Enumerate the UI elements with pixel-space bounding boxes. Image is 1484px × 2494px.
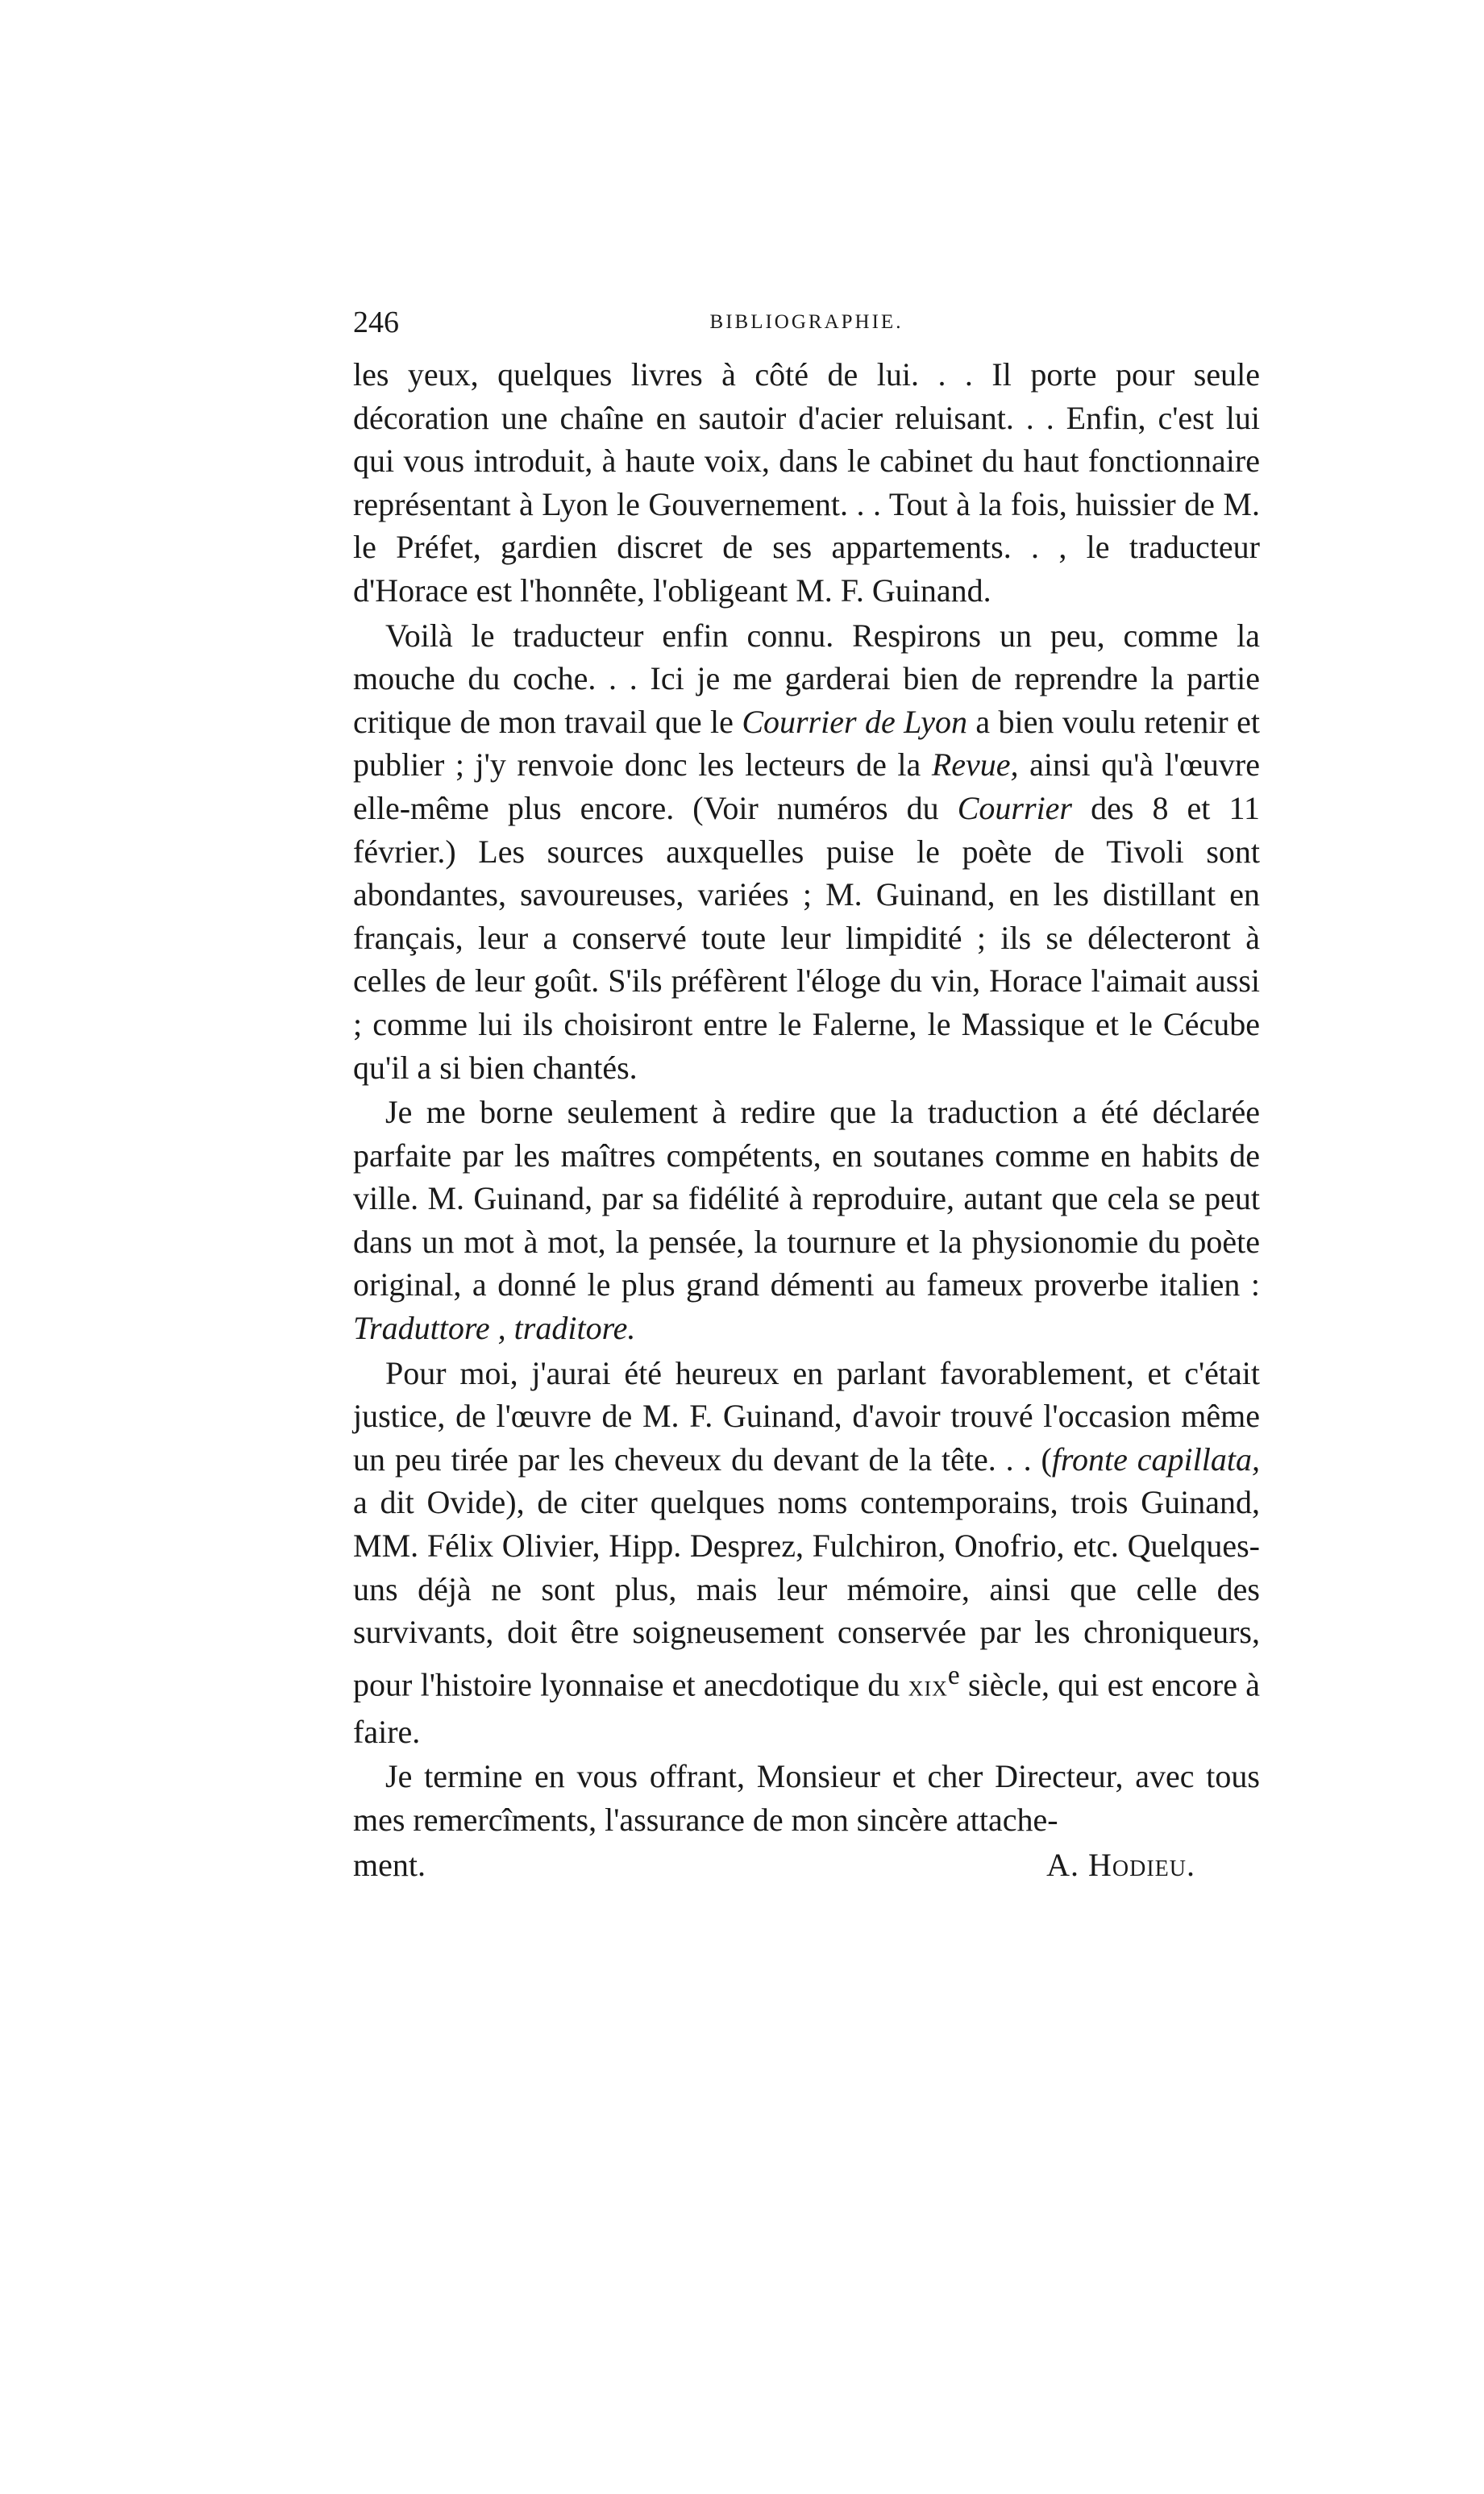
italic-title: Courrier de Lyon [742, 703, 967, 740]
page-header [353, 305, 1260, 353]
paragraph-text: a bien voulu retenir et publier ; j'y renvoie donc les lecteurs de la [353, 703, 1260, 784]
italic-proverb: Traduttore , traditore. [353, 1310, 636, 1347]
body-text [353, 353, 1260, 1886]
paragraph-2 [353, 614, 1260, 1090]
paragraph-text: Je termine en vous offrant, Monsieur et cher Directeur, avec tous mes remercîments, l'assurance de mon sincère attache- [353, 1758, 1260, 1838]
paragraph-text: ainsi qu'à l'œuvre elle-même plus encore. (Voir numéros du [353, 746, 1260, 826]
italic-title: Revue, [931, 746, 1019, 784]
running-head: BIBLIOGRAPHIE. [709, 311, 904, 333]
closing-word: ment. [353, 1846, 426, 1883]
paragraph-text: siècle, qui est encore à faire. [353, 1666, 1261, 1750]
page-number: 246 [353, 306, 399, 339]
paragraph-text: a dit Ovide), de citer quelques noms contemporains, trois Guinand, MM. Félix Olivier, Hipp. Desprez, Fulchiron, Onofrio, etc. Quelques-uns déjà ne sont plus, mais leur mémoire, ainsi que celle des survivants, doit être soigneusement conservée par les chroniqueurs, pour l'histoire lyonnaise et anecdotique du [353, 1484, 1260, 1703]
paragraph-text: Pour moi, j'aurai été heureux en parlant favorablement, et c'était justice, de l'œuvre de M. F. Guinand, d'avoir trouvé l'occasion même un peu tirée par les cheveux du devant de la tête. . . ( [353, 1354, 1260, 1478]
paragraph-4 [353, 1352, 1260, 1754]
paragraph-text: des 8 et 11 février.) Les sources auxquelles puise le poète de Tivoli sont abondantes, savoureuses, variées ; M. Guinand, en les distillant en français, leur a conservé toute leur limpidité ; ils se délecteront à celles de leur goût. S'ils préfèrent l'éloge du vin, Horace l'aimait aussi ; comme lui ils choisiront entre le Falerne, le Massique et le Cécube qu'il a si bien chantés. [353, 789, 1261, 1086]
signature: A. Hodieu. [1046, 1846, 1195, 1883]
paragraph-3 [353, 1091, 1260, 1350]
closing-line [353, 1843, 1260, 1887]
italic-quote: fronte capillata, [1051, 1440, 1260, 1478]
century-numeral: XIX [908, 1677, 948, 1701]
paragraph-text: les yeux, quelques livres à côté de lui. . . Il porte pour seule décoration une chaîne en sautoir d'acier reluisant. . . Enfin, c'est lui qui vous introduit, à haute voix, dans le cabinet du haut fonctionnaire représentant à Lyon le Gouvernement. . . Tout à la fois, huissier de M. le Préfet, gardien discret de ses appartements. . , le traducteur d'Horace est l'honnête, l'obligeant M. F. Guinand. [353, 356, 1260, 609]
paragraph-text: Voilà le traducteur enfin connu. Respirons un peu, comme la mouche du coche. . . Ici je me garderai bien de reprendre la partie critique de mon travail que le [353, 617, 1260, 740]
paragraph-1 [353, 353, 1260, 613]
superscript: e [947, 1660, 960, 1690]
paragraph-5 [353, 1755, 1260, 1841]
italic-title: Courrier [957, 789, 1072, 826]
paragraph-text: Je me borne seulement à redire que la traduction a été déclarée parfaite par les maîtres compétents, en soutanes comme en habits de ville. M. Guinand, par sa fidélité à reproduire, autant que cela se peut dans un mot à mot, la pensée, la tournure et la physionomie du poète original, a donné le plus grand démenti au fameux proverbe italien : [353, 1094, 1260, 1303]
